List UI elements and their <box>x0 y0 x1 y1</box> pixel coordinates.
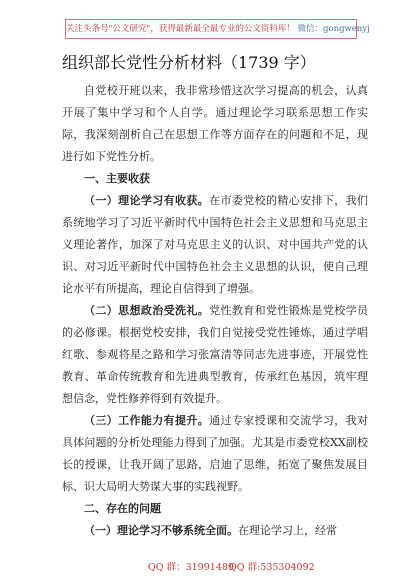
qq-group-footer <box>0 561 408 575</box>
gain-item-theory-subheading: （一）理论学习有收获。 <box>84 194 210 207</box>
promo-notice-text: 关注头条号"公文研究"，获得最新最全最专业的公文资料库！ <box>66 24 295 34</box>
problem-item-theory-subheading: （一）理论学习不够系统全面。 <box>84 524 238 537</box>
gain-item-politics <box>62 300 368 410</box>
section-heading-problems: 二、存在的问题 <box>84 502 161 515</box>
gain-item-politics-text: 党性教育和党性锻炼是党校学员的必修课。根据党校安排，我们自觉接受党性锤炼，通过学唱红歌、参观将星之路和学习张富清等同志先进事迹，开展党性教育、革命传统教育和先进典型教育，传承红色基因，筑牢理想信念，党性修养得到有效提升。 <box>62 304 368 405</box>
gain-item-politics-subheading: （二）思想政治受洗礼。 <box>84 304 210 317</box>
promo-wechat-text: 微信：gongwenyj <box>297 24 370 34</box>
qq-group-1: QQ 群：31991489 <box>148 562 234 573</box>
document-title: 组织部长党性分析材料（1739 字） <box>62 53 316 72</box>
gain-item-ability-text: 通过专家授课和交流学习，我对具体问题的分析处理能力得到了加强。尤其是市委党校XX副校长的授课，让我开阔了思路，启迪了思维，拓宽了聚焦发展目标、识大局明大势谋大事的实践视野。 <box>62 414 368 493</box>
section-heading-gains: 一、主要收获 <box>84 172 150 185</box>
intro-paragraph: 自党校开班以来，我非常珍惜这次学习提高的机会，认真开展了集中学习和个人自学。通过理论学习联系思想工作实际，我深刻剖析自己在思想工作等方面存在的问题和不足，现进行如下党性分析。 <box>62 84 368 163</box>
problem-item-theory-text: 在理论学习上，经常 <box>238 524 337 537</box>
document-body <box>62 80 368 542</box>
qq-group-2: QQ 群:535304092 <box>229 562 315 573</box>
gain-item-ability <box>62 410 368 498</box>
gain-item-theory <box>62 190 368 300</box>
gain-item-ability-subheading: （三）工作能力有提升。 <box>84 414 210 427</box>
gain-item-theory-text: 在市委党校的精心安排下，我们系统地学习了习近平新时代中国特色社会主义思想和马克思主义理论著作，加深了对马克思主义的认识、对中国共产党的认识、对习近平新时代中国特色社会主义思想的认识，使自己理论水平有所提高，理论自信得到了增强。 <box>62 194 368 295</box>
promo-header-banner <box>65 19 370 39</box>
problem-item-theory <box>62 520 368 542</box>
